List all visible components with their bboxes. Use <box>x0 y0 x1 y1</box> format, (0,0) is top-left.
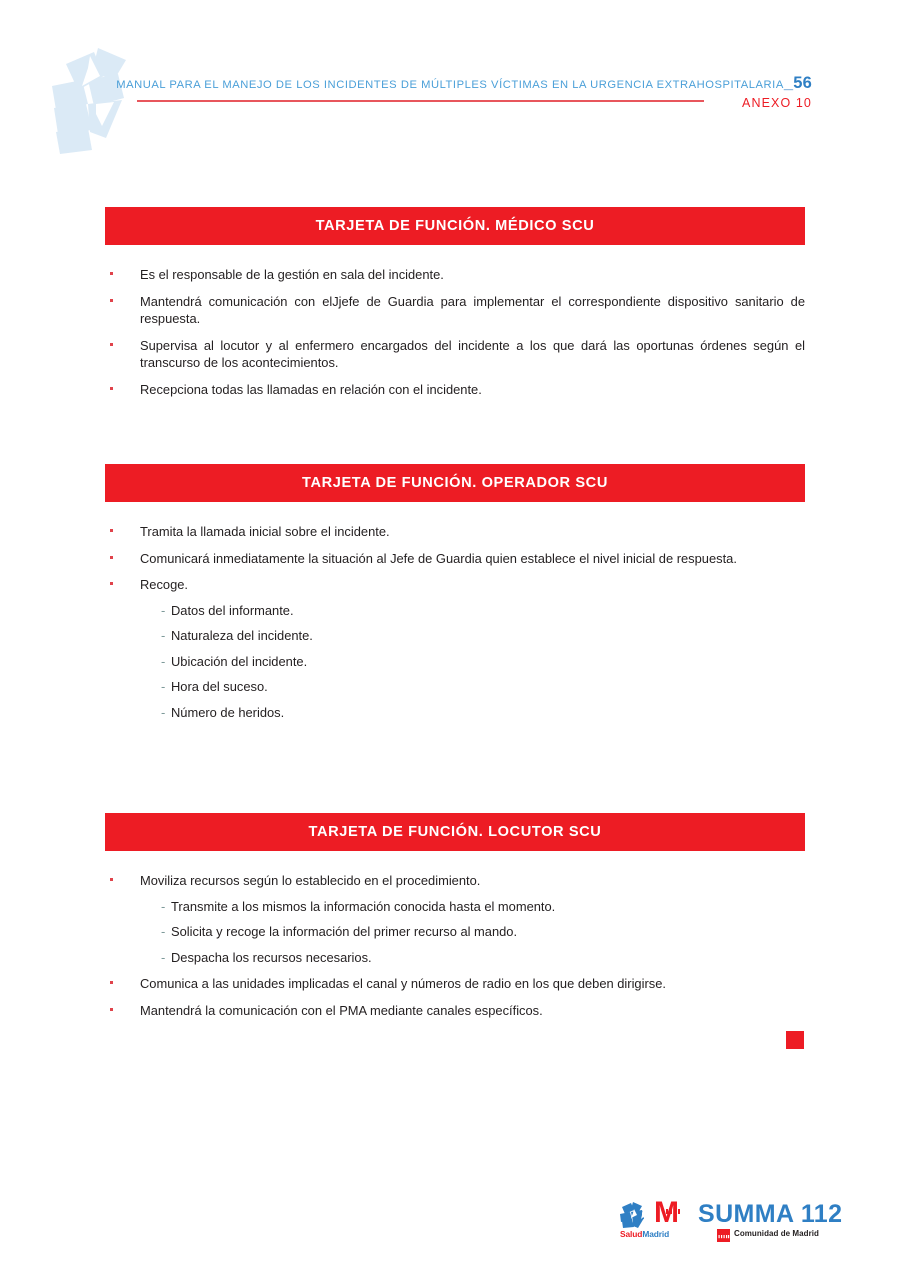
bullet-list <box>105 872 805 890</box>
sub-list <box>105 898 805 967</box>
sub-list-item-text: Datos del informante. <box>171 602 294 618</box>
bullet-square-icon <box>110 556 113 559</box>
list-item <box>105 550 805 568</box>
function-card-section-locutor <box>105 813 805 1028</box>
madrid-flag-icon <box>717 1229 730 1238</box>
section-title: TARJETA DE FUNCIÓN. LOCUTOR SCU <box>308 824 602 840</box>
sub-list-item-text: Número de heridos. <box>171 704 285 720</box>
list-item <box>105 381 805 399</box>
end-of-section-marker <box>786 1031 804 1049</box>
sub-list-item <box>105 602 805 620</box>
sub-list-item <box>105 678 805 696</box>
dash-marker-icon: - <box>161 898 166 914</box>
bullet-square-icon <box>110 582 113 585</box>
bullet-list <box>105 523 805 594</box>
page-number: 56 <box>793 74 812 92</box>
sub-list-item <box>105 898 805 916</box>
salud-madrid-wordmark <box>620 1229 669 1239</box>
dash-marker-icon: - <box>161 679 166 694</box>
list-item-text: Moviliza recursos según lo establecido en el procedimiento. <box>140 873 481 888</box>
sub-list-item <box>105 653 805 671</box>
manual-title: MANUAL PARA EL MANEJO DE LOS INCIDENTES DE MÚLTIPLES VÍCTIMAS EN LA URGENCIA EXTRAHOSPITALARIA <box>116 79 784 91</box>
list-item-text: Supervisa al locutor y al enfermero encargados del incidente a los que dará las oportunas órdenes según el transcurso de los acontecimientos. <box>140 337 805 370</box>
sub-list-item-text: Despacha los recursos necesarios. <box>171 949 372 965</box>
sub-list-item-text: Ubicación del incidente. <box>171 653 308 669</box>
list-item <box>105 266 805 284</box>
list-item-text: Recepciona todas las llamadas en relación con el incidente. <box>140 381 482 397</box>
list-item <box>105 872 805 890</box>
bullet-square-icon <box>110 878 113 881</box>
function-card-section-operador <box>105 464 805 729</box>
bullet-square-icon <box>110 272 113 275</box>
list-item <box>105 337 805 372</box>
function-card-section-medico <box>105 207 805 407</box>
section-title: TARJETA DE FUNCIÓN. OPERADOR SCU <box>302 475 608 491</box>
annex-label: ANEXO 10 <box>742 96 812 110</box>
list-item <box>105 576 805 594</box>
list-item-text: Comunica a las unidades implicadas el canal y números de radio en los que deben dirigirse. <box>140 976 666 991</box>
footer-logo <box>620 1196 843 1248</box>
bullet-square-icon <box>110 529 113 532</box>
bullet-list <box>105 266 805 398</box>
bullet-list <box>105 975 805 1019</box>
logo-letter-m: M <box>654 1196 679 1229</box>
list-item-text: Mantendrá la comunicación con el PMA mediante canales específicos. <box>140 1002 543 1018</box>
dash-marker-icon: - <box>161 653 166 669</box>
comunidad-de-madrid-mark <box>717 1229 819 1238</box>
section-header-bar <box>105 464 805 502</box>
page-separator: _ <box>783 74 794 92</box>
list-item <box>105 1002 805 1020</box>
list-item-text: Es el responsable de la gestión en sala del incidente. <box>140 267 444 282</box>
list-item <box>105 293 805 328</box>
list-item <box>105 975 805 993</box>
list-item-text: Recoge. <box>140 577 189 592</box>
section-header-bar <box>105 813 805 851</box>
bullet-square-icon <box>110 387 113 390</box>
dash-marker-icon: - <box>161 628 166 643</box>
dash-marker-icon: - <box>161 704 166 720</box>
sub-list-item-text: Solicita y recoge la información del primer recurso al mando. <box>171 924 518 939</box>
salud-madrid-emblem-icon <box>620 1202 654 1228</box>
list-item <box>105 523 805 541</box>
bullet-square-icon <box>110 299 113 302</box>
sub-list-item <box>105 627 805 645</box>
sub-list-item-text: Transmite a los mismos la información conocida hasta el momento. <box>171 898 556 914</box>
sub-list <box>105 602 805 722</box>
bullet-square-icon <box>110 343 113 346</box>
header-title-row <box>0 74 812 93</box>
summa-brand-name: SUMMA 112 <box>698 1200 843 1228</box>
sub-list-item-text: Naturaleza del incidente. <box>171 628 313 643</box>
bullet-square-icon <box>110 981 113 984</box>
salud-text: Salud <box>620 1229 643 1239</box>
bullet-square-icon <box>110 1008 113 1011</box>
list-item-text: Tramita la llamada inicial sobre el incidente. <box>140 524 390 539</box>
dash-marker-icon: - <box>161 924 166 939</box>
comunidad-de-madrid-text: Comunidad de Madrid <box>734 1229 819 1238</box>
section-header-bar <box>105 207 805 245</box>
list-item-text: Mantendrá comunicación con elJjefe de Guardia para implementar el correspondiente dispositivo sanitario de respuesta. <box>140 293 805 326</box>
dash-marker-icon: - <box>161 602 166 618</box>
dash-marker-icon: - <box>161 949 166 965</box>
list-item-text: Comunicará inmediatamente la situación al Jefe de Guardia quien establece el nivel inicial de respuesta. <box>140 550 737 566</box>
madrid-text: Madrid <box>642 1229 670 1239</box>
sub-list-item-text: Hora del suceso. <box>171 679 268 694</box>
sub-list-item <box>105 923 805 941</box>
page-header <box>0 0 905 170</box>
sub-list-item <box>105 949 805 967</box>
sub-list-item <box>105 704 805 722</box>
section-title: TARJETA DE FUNCIÓN. MÉDICO SCU <box>315 218 595 234</box>
